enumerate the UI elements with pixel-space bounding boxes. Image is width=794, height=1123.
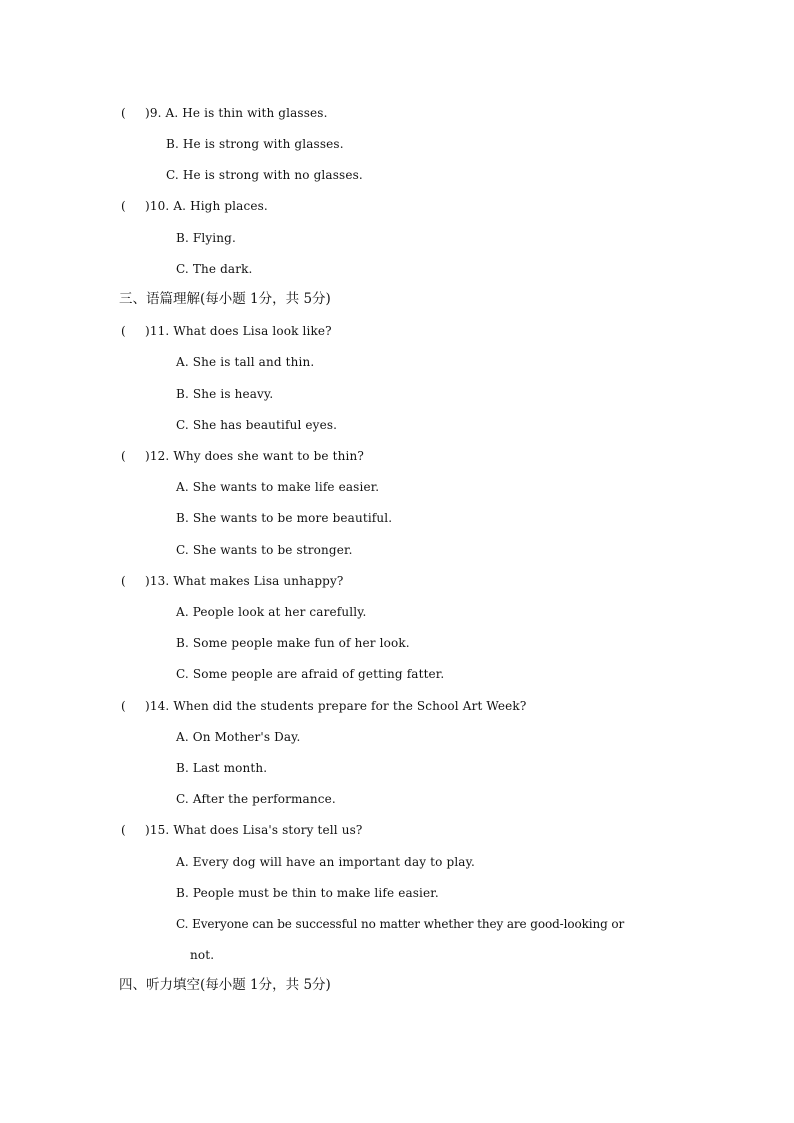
option-15c-continued: not. xyxy=(190,948,215,962)
answer-blank[interactable]: ( xyxy=(121,106,126,120)
question-14-text: )14. When did the students prepare for the School Art Week? xyxy=(145,699,527,713)
option-13b: B. Some people make fun of her look. xyxy=(176,636,410,650)
question-13 xyxy=(121,573,344,589)
option-12b: B. She wants to be more beautiful. xyxy=(176,511,393,525)
question-9-text: )9. A. He is thin with glasses. xyxy=(145,106,328,120)
option-11c: C. She has beautiful eyes. xyxy=(176,418,338,432)
option-12c: C. She wants to be stronger. xyxy=(176,543,353,557)
option-15b: B. People must be thin to make life easier. xyxy=(176,886,439,900)
answer-blank[interactable]: ( xyxy=(121,823,126,837)
question-14 xyxy=(121,698,526,714)
answer-blank[interactable]: ( xyxy=(121,699,126,713)
option-9c: C. He is strong with no glasses. xyxy=(166,168,363,182)
question-10-text: )10. A. High places. xyxy=(145,199,268,213)
question-15 xyxy=(121,822,362,838)
option-14a: A. On Mother's Day. xyxy=(176,730,301,744)
question-11-text: )11. What does Lisa look like? xyxy=(145,324,332,338)
answer-blank[interactable]: ( xyxy=(121,324,126,338)
question-12 xyxy=(121,448,364,464)
option-14b: B. Last month. xyxy=(176,761,268,775)
question-10 xyxy=(121,198,268,214)
option-13a: A. People look at her carefully. xyxy=(176,605,367,619)
question-13-text: )13. What makes Lisa unhappy? xyxy=(145,574,344,588)
option-9b: B. He is strong with glasses. xyxy=(166,137,344,151)
option-15a: A. Every dog will have an important day to play. xyxy=(176,855,475,869)
option-11a: A. She is tall and thin. xyxy=(176,355,315,369)
option-10c: C. The dark. xyxy=(176,262,253,276)
option-13c: C. Some people are afraid of getting fatter. xyxy=(176,667,445,681)
question-9 xyxy=(121,105,328,121)
option-11b: B. She is heavy. xyxy=(176,387,274,401)
question-12-text: )12. Why does she want to be thin? xyxy=(145,449,364,463)
question-15-text: )15. What does Lisa's story tell us? xyxy=(145,823,363,837)
answer-blank[interactable]: ( xyxy=(121,574,126,588)
question-11 xyxy=(121,323,332,339)
section-heading-4: 四、听力填空(每小题 1分，共 5分) xyxy=(119,977,331,993)
option-12a: A. She wants to make life easier. xyxy=(176,480,380,494)
section-heading-3: 三、语篇理解(每小题 1分，共 5分) xyxy=(119,291,331,307)
option-14c: C. After the performance. xyxy=(176,792,336,806)
answer-blank[interactable]: ( xyxy=(121,199,126,213)
answer-blank[interactable]: ( xyxy=(121,449,126,463)
option-15c: C. Everyone can be successful no matter whether they are good-looking or xyxy=(176,917,625,931)
option-10b: B. Flying. xyxy=(176,231,236,245)
